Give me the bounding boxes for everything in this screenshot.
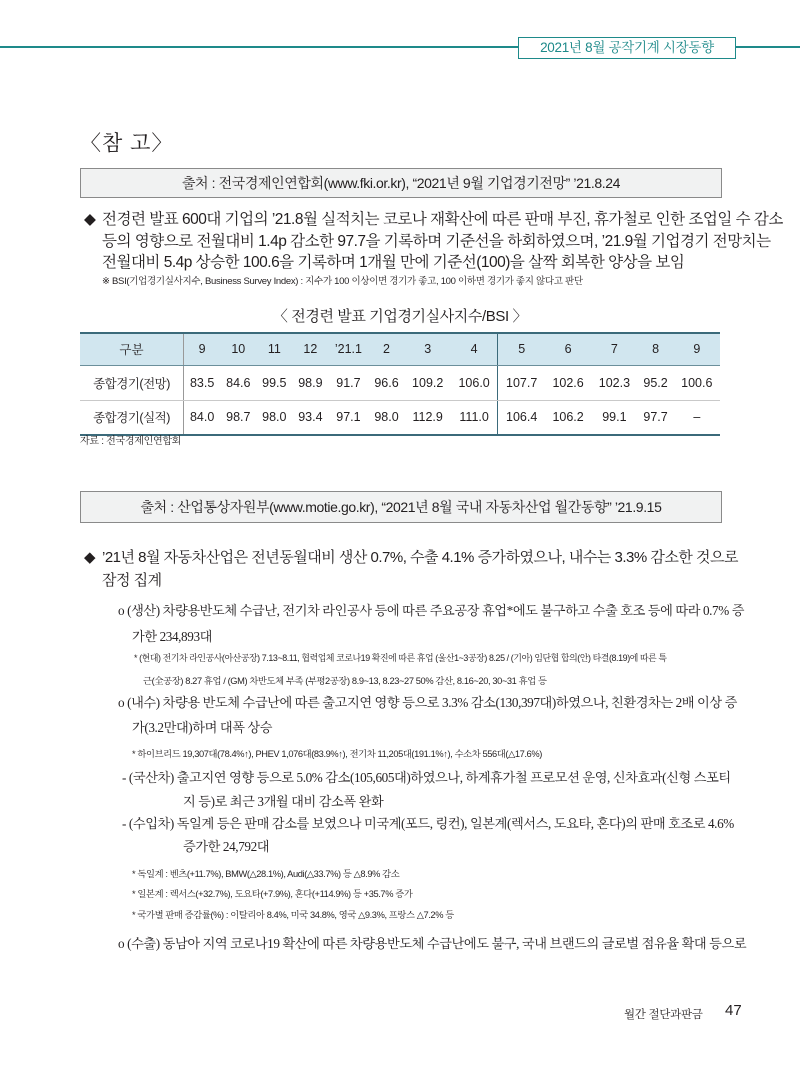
table-cell: 98.0: [369, 400, 405, 435]
domestic-note: * 하이브리드 19,307대(78.4%↑), PHEV 1,076대(83.9%↑), 전기차 11,205대(191.1%↑), 수소차 556대(△17.6%): [132, 749, 542, 759]
col-header: 6: [545, 333, 591, 365]
production-note-2: 근(全공장) 8.27 휴업 / (GM) 차반도체 부족 (부평2공장) 8.9~13, 8.23~27 50% 감산, 8.16~20, 30~31 휴업 등: [143, 676, 547, 686]
domestic-sub1-line-2: 지 등)로 최근 3개월 대비 감소폭 완화: [183, 794, 384, 809]
export-line: o (수출) 동남아 지역 코로나19 확산에 따른 차량용반도체 수급난에도 불구, 국내 브랜드의 글로벌 점유율 확대 등으로: [118, 936, 747, 951]
bullet2-text-1: ’21년 8월 자동차산업은 전년동월대비 생산 0.7%, 수출 4.1% 증가하였으나, 내수는 3.3% 감소한 것으로: [102, 549, 738, 566]
table-cell: 96.6: [369, 365, 405, 400]
table-cell: 99.1: [591, 400, 637, 435]
col-header: 10: [220, 333, 256, 365]
table-cell: 102.3: [591, 365, 637, 400]
table-cell: 93.4: [292, 400, 328, 435]
col-header: 9: [184, 333, 221, 365]
col-header: 7: [591, 333, 637, 365]
table-cell: –: [674, 400, 720, 435]
table-cell: 109.2: [405, 365, 451, 400]
col-header: 4: [451, 333, 498, 365]
col-header: 3: [405, 333, 451, 365]
table-cell: 95.2: [638, 365, 674, 400]
diamond-bullet-icon: ◆: [84, 549, 96, 566]
domestic-foot-1: * 독일계 : 벤츠(+11.7%), BMW(△28.1%), Audi(△33.7%) 등 △8.9% 감소: [132, 869, 400, 879]
col-header: 11: [256, 333, 292, 365]
diamond-bullet-icon: ◆: [84, 211, 96, 228]
table-cell: 111.0: [451, 400, 498, 435]
table-cell: 106.0: [451, 365, 498, 400]
table-cell: 102.6: [545, 365, 591, 400]
table-cell: 99.5: [256, 365, 292, 400]
bullet2-line-1: [84, 546, 738, 567]
table-cell: 98.0: [256, 400, 292, 435]
col-header: 2: [369, 333, 405, 365]
table-cell: 84.6: [220, 365, 256, 400]
col-header: ’21.1: [328, 333, 368, 365]
domestic-line-2: 가(3.2만대)하며 대폭 상승: [132, 720, 273, 735]
table-source: 자료 : 전국경제인연합회: [80, 436, 182, 447]
bsi-note: ※ BSI(기업경기실사지수, Business Survey Index) : 지수가 100 이상이면 경기가 좋고, 100 이하면 경기가 좋지 않다고 판단: [102, 276, 583, 287]
table-cell: 84.0: [184, 400, 221, 435]
source-box-1: 출처 : 전국경제인연합회(www.fki.or.kr), “2021년 9월 기업경기전망” ’21.8.24: [80, 168, 722, 198]
domestic-sub2-line-1: - (수입차) 독일계 등은 판매 감소를 보였으나 미국계(포드, 링컨), 일본계(렉서스, 도요타, 혼다)의 판매 호조로 4.6%: [122, 816, 734, 831]
col-header: 8: [638, 333, 674, 365]
col-header: 12: [292, 333, 328, 365]
source-box-2: 출처 : 산업통상자원부(www.motie.go.kr), “2021년 8월 국내 자동차산업 월간동향” ’21.9.15: [80, 491, 722, 523]
row-label: 종합경기(실적): [80, 400, 184, 435]
table-cell: 91.7: [328, 365, 368, 400]
table-cell: 106.4: [498, 400, 545, 435]
domestic-sub1-line-1: - (국산차) 출고지연 영향 등으로 5.0% 감소(105,605대)하였으나, 하계휴가철 프로모션 운영, 신차효과(신형 스포티: [122, 770, 731, 785]
col-header: 9: [674, 333, 720, 365]
magazine-name: 월간 절단과판금: [624, 1009, 703, 1021]
table-header-row: [80, 333, 720, 365]
col-header: 구분: [80, 333, 184, 365]
header-title: 2021년 8월 공작기계 시장동향: [518, 37, 736, 59]
bullet1-line-1: [84, 207, 783, 229]
table-cell: 97.7: [638, 400, 674, 435]
table-cell: 100.6: [674, 365, 720, 400]
production-line-1: o (생산) 차량용반도체 수급난, 전기차 라인공사 등에 따른 주요공장 휴업*에도 불구하고 수출 호조 등에 따라 0.7% 증: [118, 603, 745, 618]
col-header: 5: [498, 333, 545, 365]
table-cell: 98.7: [220, 400, 256, 435]
table-cell: 83.5: [184, 365, 221, 400]
domestic-foot-3: * 국가별 판매 증감률(%) : 이탈리아 8.4%, 미국 34.8%, 영국 △9.3%, 프랑스 △7.2% 등: [132, 910, 454, 920]
bullet1-line-2: 등의 영향으로 전월대비 1.4p 감소한 97.7을 기록하며 기준선을 하회하였으며, ’21.9월 기업경기 전망치는: [102, 233, 771, 250]
bullet2-line-2: 잠정 집계: [102, 572, 162, 589]
table-cell: 107.7: [498, 365, 545, 400]
production-line-2: 가한 234,893대: [132, 629, 212, 644]
bsi-table: [80, 332, 720, 436]
bullet1-text-1: 전경련 발표 600대 기업의 ’21.8월 실적치는 코로나 재확산에 따른 판매 부진, 휴가철로 인한 조업일 수 감소: [102, 211, 783, 228]
table-row: [80, 400, 720, 435]
row-label: 종합경기(전망): [80, 365, 184, 400]
bullet1-line-3: 전월대비 5.4p 상승한 100.6을 기록하며 1개월 만에 기준선(100)을 살짝 회복한 양상을 보임: [102, 254, 685, 271]
table-cell: 97.1: [328, 400, 368, 435]
table-title: 〈 전경련 발표 기업경기실사지수/BSI 〉: [272, 308, 528, 325]
table-cell: 112.9: [405, 400, 451, 435]
table-cell: 106.2: [545, 400, 591, 435]
page-number: 47: [725, 1002, 742, 1019]
table-cell: 98.9: [292, 365, 328, 400]
domestic-line-1: o (내수) 차량용 반도체 수급난에 따른 출고지연 영향 등으로 3.3% 감소(130,397대)하였으나, 친환경차는 2배 이상 증: [118, 695, 737, 710]
table-row: [80, 365, 720, 400]
domestic-sub2-line-2: 증가한 24,792대: [183, 839, 270, 854]
domestic-foot-2: * 일본계 : 렉서스(+32.7%), 도요타(+7.9%), 혼다(+114.9%) 등 +35.7% 증가: [132, 889, 413, 899]
reference-title: 〈참 고〉: [80, 132, 174, 155]
production-note-1: * (현대) 전기차 라인공사(아산공장) 7.13~8.11, 협력업체 코로나19 확진에 따른 휴업 (울산1~3공장) 8.25 / (기아) 임단협 합의(안) 타결(8.19)에 따른 특: [134, 653, 667, 663]
